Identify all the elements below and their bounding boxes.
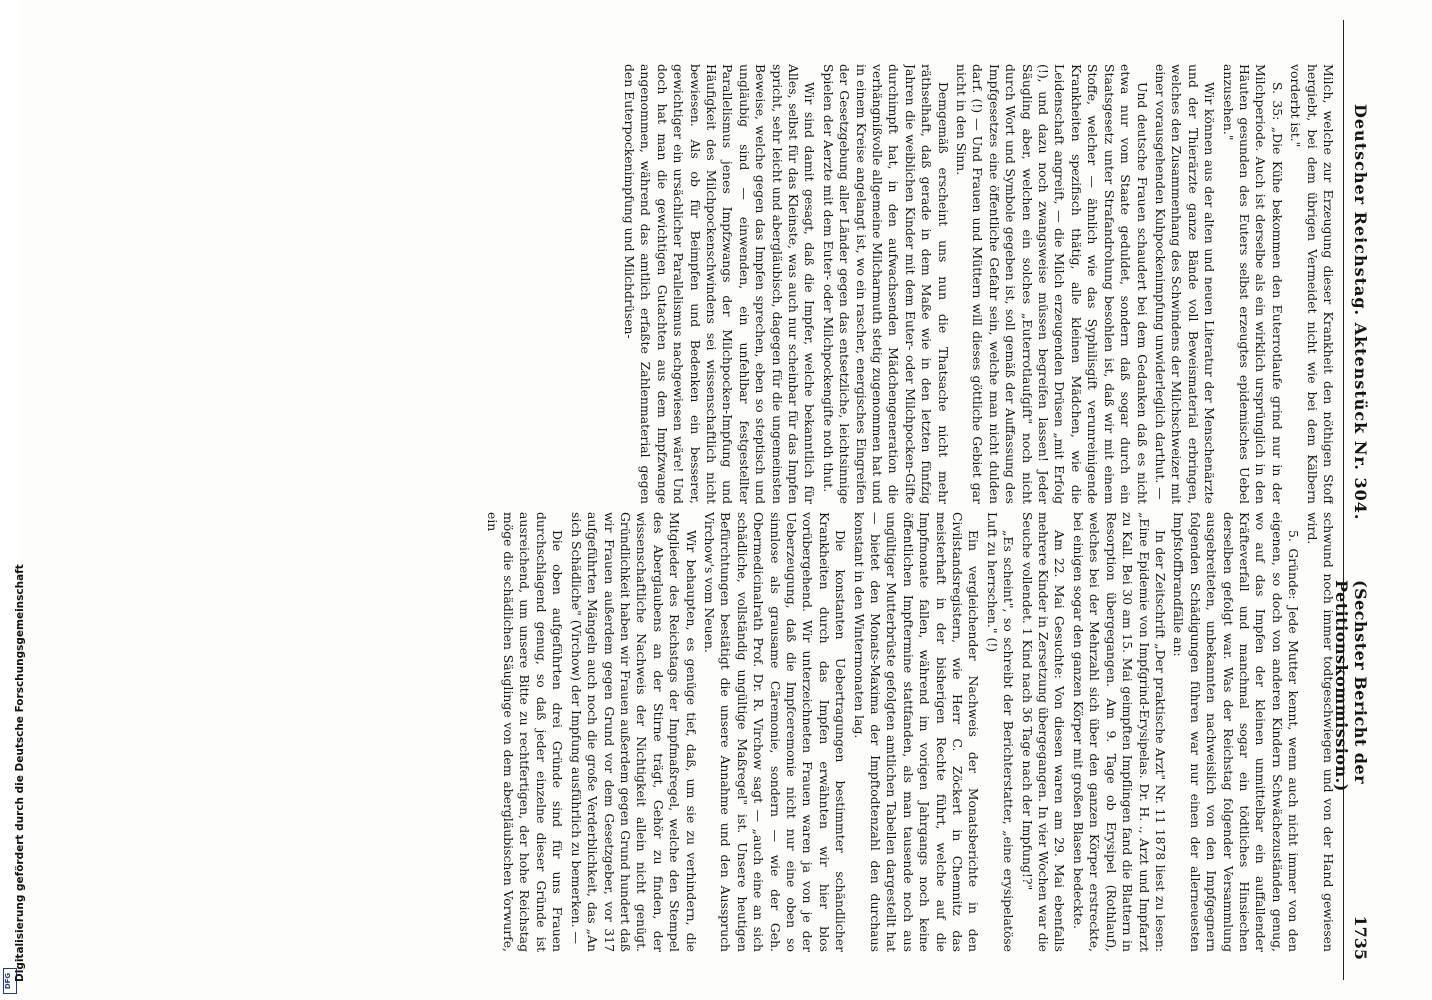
paragraph: Ein vergleichender Nachweis der Monatsberichte in den Civilstandsregistern, wie Herr C. Zöckert in Chemnitz das meisterhaft in der bisherigen Rechte führt, welche auf die Impfmonate fallen, während im vorigen Jahrgangs noch keine öffentlichen Impftermine stattfanden, als man tausende noch aus ungültiger Mutterbrüste gefolgten amtlichen Tabellen dargestellt hat — bietet den Monats-Maxima der Impftodtenzahl den durchaus konstant in den Wintermonaten lag.	[851, 512, 982, 952]
header-title-right: (Sechster Bericht der Petitionskommission.)	[1332, 580, 1370, 792]
funding-sidebar	[0, 0, 26, 1000]
funding-note: Digitalisierung gefördert durch die Deutsche Forschungsgemeinschaft	[14, 564, 26, 982]
paragraph: In der Zeitschrift „Der praktische Arzt" Nr. 11 1878 liest zu lesen: „Eine Epidemie von Impfgrind-Erysipelas. Dr. H. ., Arzt und Impfarzt zu Kall. Bei 30 am 15. Mai geimpften Impflingen fand die Blattern in Resorption übergegangen. Am 9. Tage ob Erysipel (Rothlauf), welches bei der Mehrzahl sich über den ganzen Körper erstreckte, bei einigen sogar den ganzen Körper mit großen Blasen bedeckte.	[1070, 512, 1168, 952]
paragraph: 5. Gründe: Jede Mutter kennt, wenn auch nicht immer von den eigenen, so doch von anderen Kindern Schwächezuständen genug, wo auf das Impfen der kleinen unmittelbar ein auffallender Kräfteverfall und manchmal sogar ein tödtliches Hinsiechen derselben gefolgt war. Was der Reichstag folgender Versammlung ausgebreiteten, unbekannten nachweislich von den Impfgegnern folgenden Schädigungen führen war nur einen der allerneuesten Impfstoffbrandfälle an:	[1171, 512, 1302, 952]
page-header	[1332, 20, 1374, 980]
header-title-left: Deutscher Reichstag. Aktenstück Nr. 304.	[1351, 104, 1370, 521]
right-text-column	[56, 512, 1336, 952]
paragraph: S. 35: „Die Kühe bekommen den Euterrotlaufe grind nur in der Milchperiode. Auch ist derselbe als ein wirklich ursprünglich in den Häuten gesunden des Euters selbst erzeugtes epidemisches Uebel anzusehen."	[1220, 64, 1285, 504]
paragraph: schwund noch immer todtgeschwiegen und von der Hand gewiesen wird.	[1304, 512, 1336, 952]
paragraph: Wir können aus der alten und neuen Literatur der Menschenärzte und der Thierärzte ganze Bände voll Beweismaterial erbringen, welches den Zusammenhang des Schwindens der Milchschweizer mit einer vorausgehenden Kuhpockenimpfung unwiderleglich darthut. —	[1152, 64, 1218, 504]
left-text-column	[56, 64, 1336, 504]
paragraph: Milch, welche zur Erzeugung dieser Krankheit den nöthigen Stoff hergiebt, bei dem übrigen Vermeidet nicht wie bei dem Kälbern vorderbt ist."	[1288, 64, 1336, 504]
page-number: 1735	[1351, 915, 1370, 960]
dfg-logo: DFG	[3, 968, 17, 994]
paragraph: Die konstanten Uebertragungen bestimmter schändlicher Krankheiten durch das Impfen erwähnten wir hier blos vorübergehend. Wir unterzeichneten Frauen waren ja von je der Ueberzeugung, daß die Impfceremonie nicht nur eine oben so sinnlose als grausame Cäremonie, sondern — wie der Geh. Obermedicinalrath Prof. Dr. R. Virchow sagt — „auch eine an sich schädliche, vollständig ungültige Maßregel" ist. Unsere heutigen Befürchtungen bestätigt die unsere Annahme und den Ausspruch Virchow's vom Neuen.	[701, 512, 849, 952]
paragraph: Und deutsche Frauen schaudert bei dem Gedanken daß es nicht etwa nur vom Staate geduldet, sondern daß sogar durch ein Staatsgesetz unter Strafandrohung besohlen ist, daß wir mit einem Stoffe, welcher — ähnlich wie das Syphilisgift verunreinigende Krankheiten spezifisch thätig, alle kleinen Mädchen, wie die Leidenschaft angreift, — die Milch erzeugenden Drüsen „mit Erfolg (!), und dazu noch zwangsweise müssen begreifen lassen! Jeder Säugling aber, welchen ein solches „Euterrotlaufgift" noch nicht durch Wort und Symbole gegeben ist, soll gemäß der Auffassung des Impfgesetzes eine öffentliche Gefahr sein, welche man nicht dulden darf. (!) — Und Frauen und Müttern will dieses göttliche Gebiet gar nicht in den Sinn.	[954, 64, 1150, 504]
paragraph: „Es scheint", so schreibt der Berichterstatter, „eine erysipelatöse Luft zu herrschen." (!)	[984, 512, 1017, 952]
paragraph: Am 22. Mai Gesuchte: Von diesen waren am 29. Mai ebenfalls mehrere Kinder in Zersetzung übergegangen. In vier Wochen war die Seuche vollendet. 1 Kind nach 36 Tage nach der Impfung!?"	[1019, 512, 1068, 952]
paragraph: Die oben aufgeführten drei Gründe sind für uns Frauen durchschlagend genug, so daß jeder einzelne dieser Gründe ist ausreichend, um unsere Bitte zu rechtfertigen, der hohe Reichstag möge die schädlichen Säuglinge von dem abergläubischen Vorwurfe, ein	[484, 512, 566, 952]
paragraph: Demgemäß erscheint uns nun die Thatsache nicht mehr räthselhaft, daß gerade in dem Maße wie in den letzten fünfzig Jahren die weiblichen Kinder mit dem Euter- oder Milchpocken-Gifte durchimpft hat, in den aufwachsenden Mädchengeneration die verhängnißvolle allgemeine Milcharmuth stetig zugenommen hat und in einem Kreise angelangt ist, wo ein rascher, energisches Eingreifen der Gesetzgebung aller Länder gegen das entsetzliche, leichtsinnige Spielen der Aerzte mit dem Euter- oder Milchpockengifte noth thut.	[820, 64, 951, 504]
paragraph: Wir sind damit gesagt, daß die Impfer, welche bekanntlich für Alles, selbst für das Kleinste, was auch nur scheinbar für das Impfen spricht, sehr leicht und abergläubisch, dagegen für die ungemeinsten Beweise, welche gegen das Impfen sprechen, eben so steptisch und ungläubig sind — einwenden, ein unfehlbar festgestellter Parallelismus jenes Impfzwangs der Milchpocken-Impfung und Häufigkeit des Milchpockenschwindens sei wissenschaftlich nicht bewiesen. Als ob für Beimpfen und Bedenken ein besserer, gewichtiger ein ursächlicher Parallelismus nachgewiesen wäre! Und doch hat man die gewichtigen Gutachten aus dem Impfzwange angenommen, während das amtlich erfaßte Zahlenmaterial gegen den Euterpockenimpfung und Milchdrüsen-	[621, 64, 818, 504]
paragraph: Wir behaupten, es genüge tief, daß, um sie zu verhindern, die Mitglieder des Reichstags der Impfmaßregel, welche den Stempel des Aberglaubens an der Stirne trägt, Gehör zu finden, der wissenschaftliche Nachweis der Nichtigkeit allein nicht genügt. Gründlichkeit haben wir Frauen außerdem gegen Grund hundert daß wir Frauen außerdem gegen Grund vor dem Gesetzgeber, vor 317 aufgeführten Mängeln auch noch die große Verderblichkeit, das „An sich Schädliche" (Virchow) der Impfung ausführlich zu bemerken. —	[568, 512, 699, 952]
